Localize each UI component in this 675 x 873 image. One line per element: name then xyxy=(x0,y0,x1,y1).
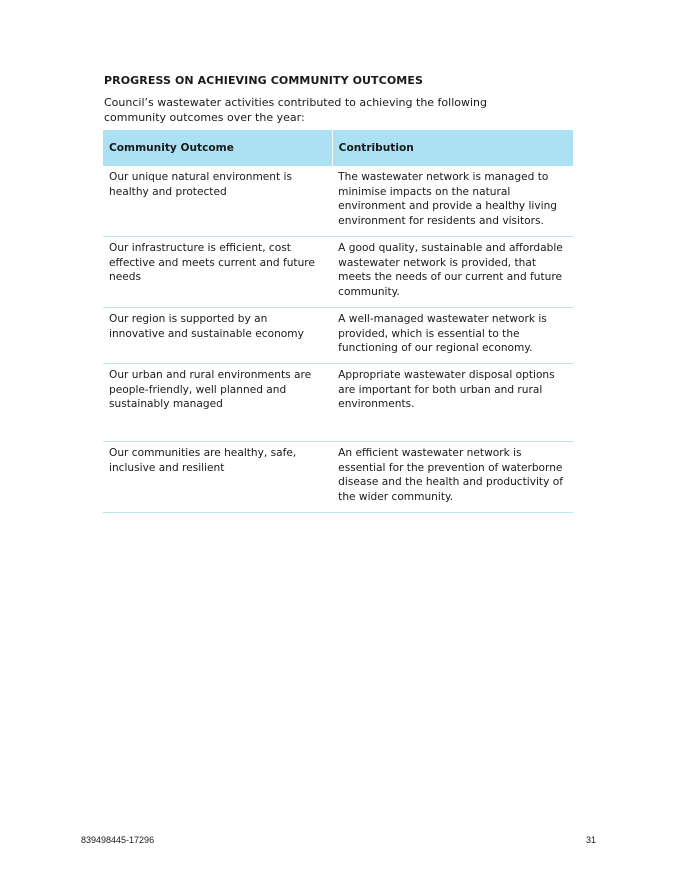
contribution-cell: An efficient wastewater network is essential for the prevention of waterborne disease and the health and productivity of the wider community. xyxy=(332,442,573,513)
footer-page-number: 31 xyxy=(585,835,596,845)
column-header-contribution: Contribution xyxy=(332,130,573,166)
table-row xyxy=(103,442,573,513)
table-row xyxy=(103,308,573,364)
outcome-cell: Our region is supported by an innovative and sustainable economy xyxy=(103,308,332,364)
table-row xyxy=(103,237,573,308)
table-row xyxy=(103,364,573,442)
table-header-row xyxy=(103,130,573,166)
table-row xyxy=(103,166,573,237)
contribution-cell: Appropriate wastewater disposal options are important for both urban and rural environments. xyxy=(332,364,573,442)
community-outcomes-table xyxy=(103,130,573,513)
column-header-outcome: Community Outcome xyxy=(103,130,332,166)
section-intro: Council’s wastewater activities contributed to achieving the following community outcomes over the year: xyxy=(104,96,488,124)
outcome-cell: Our communities are healthy, safe, inclusive and resilient xyxy=(103,442,332,513)
outcome-cell: Our unique natural environment is healthy and protected xyxy=(103,166,332,237)
contribution-cell: The wastewater network is managed to minimise impacts on the natural environment and provide a healthy living environment for residents and visitors. xyxy=(332,166,573,237)
section-heading: PROGRESS ON ACHIEVING COMMUNITY OUTCOMES xyxy=(104,74,423,87)
contribution-cell: A good quality, sustainable and affordable wastewater network is provided, that meets the needs of our current and future community. xyxy=(332,237,573,308)
footer-document-id: 839498445-17296 xyxy=(81,835,155,845)
contribution-cell: A well-managed wastewater network is provided, which is essential to the functioning of our regional economy. xyxy=(332,308,573,364)
outcome-cell: Our infrastructure is efficient, cost effective and meets current and future needs xyxy=(103,237,332,308)
outcome-cell: Our urban and rural environments are people-friendly, well planned and sustainably managed xyxy=(103,364,332,442)
